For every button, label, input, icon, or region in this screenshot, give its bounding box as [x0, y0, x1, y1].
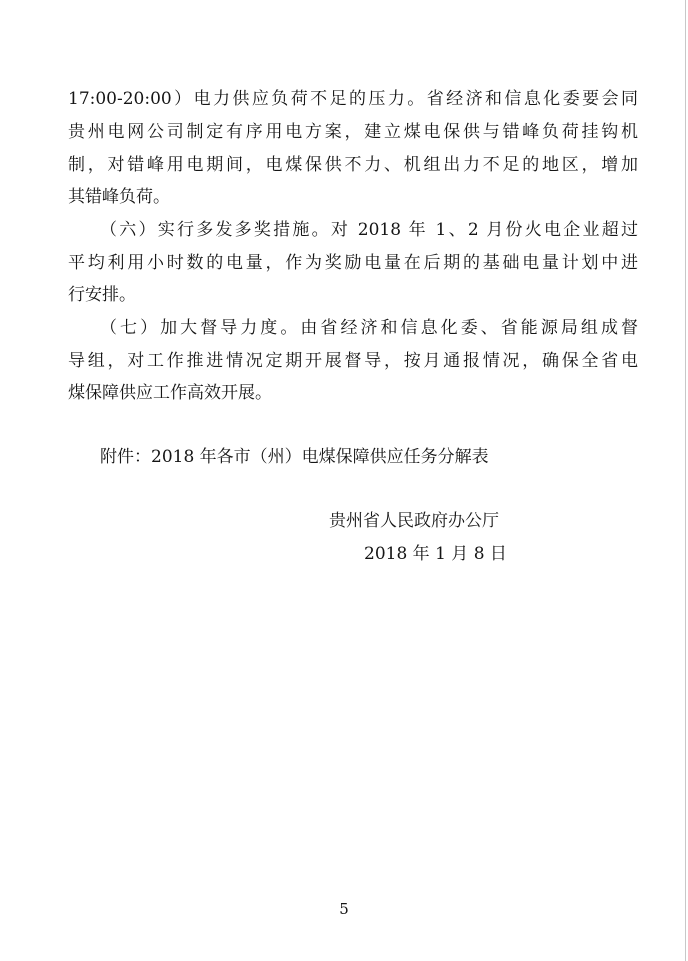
body-line: （六）实行多发多奖措施。对 2018 年 1、2 月份火电企业超过	[100, 220, 638, 240]
body-line: 贵州电网公司制定有序用电方案，建立煤电保供与错峰负荷挂钩机	[68, 122, 638, 142]
page-number: 5	[339, 900, 349, 918]
body-line: 17:00-20:00）电力供应负荷不足的压力。省经济和信息化委要会同	[68, 89, 638, 109]
body-line: 制，对错峰用电期间，电煤保供不力、机组出力不足的地区，增加	[68, 155, 638, 175]
attachment-line: 附件：2018 年各市（州）电煤保障供应任务分解表	[100, 447, 489, 467]
issuing-organization: 贵州省人民政府办公厅	[329, 511, 499, 531]
page-edge	[685, 0, 686, 961]
body-line: 平均利用小时数的电量，作为奖励电量在后期的基础电量计划中进	[68, 253, 638, 273]
issue-date: 2018 年 1 月 8 日	[364, 544, 507, 564]
body-line: 导组，对工作推进情况定期开展督导，按月通报情况，确保全省电	[68, 351, 638, 371]
body-line: 煤保障供应工作高效开展。	[68, 383, 272, 403]
body-line: （七）加大督导力度。由省经济和信息化委、省能源局组成督	[100, 318, 638, 338]
body-line: 行安排。	[68, 285, 136, 305]
body-line: 其错峰负荷。	[68, 187, 170, 207]
